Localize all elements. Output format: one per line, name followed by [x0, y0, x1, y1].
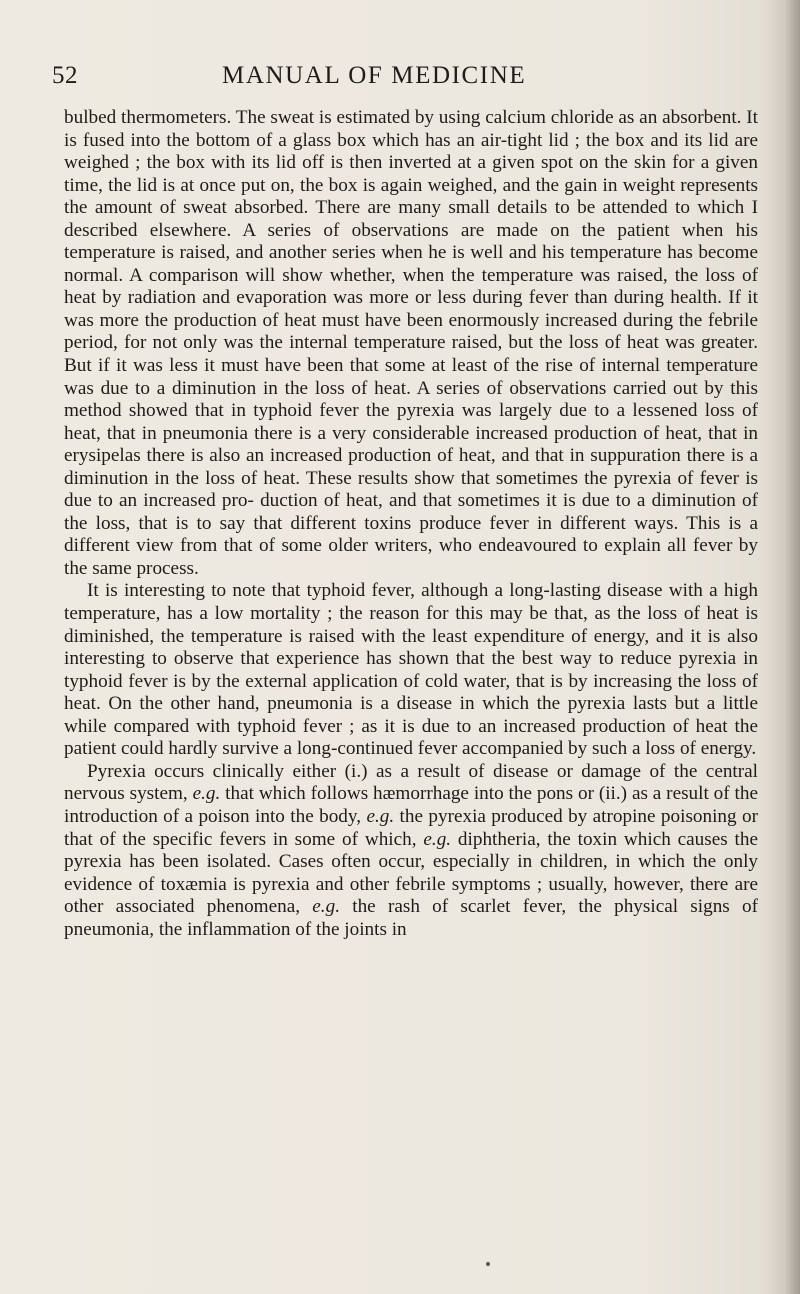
print-speck — [486, 1262, 490, 1266]
body-text — [64, 107, 758, 941]
page-number: 52 — [52, 62, 78, 89]
paragraph-pyrexia-causes: Pyrexia occurs clinically either (i.) as a result of disease or damage of the central nervous system, e.g. that which follows hæmorrhage into the pons or (ii.) as a result of the introduction of a poison into the body, e.g. the pyrexia produced by atropine poisoning or that of the specific fevers in some of which, e.g. diphtheria, the toxin which causes the pyrexia has been isolated. Cases often occur, especially in children, in which the only evidence of toxæmia is pyrexia and other febrile symptoms ; usually, however, there are other associated phenomena, e.g. the rash of scarlet fever, the physical signs of pneumonia, the inflammation of the joints in — [64, 760, 758, 940]
running-head — [52, 62, 752, 94]
running-title: MANUAL OF MEDICINE — [222, 62, 527, 89]
paragraph-typhoid-mortality: It is interesting to note that typhoid fever, although a long-lasting disease with a high temperature, has a low mortality ; the reason for this may be that, as the loss of heat is diminished, the temperature is raised with the least expenditure of energy, and it is also interesting to observe that experience has shown that the best way to reduce pyrexia in typhoid fever is by the external application of cold water, that is by increasing the loss of heat. On the other hand, pneumonia is a disease in which the pyrexia lasts but a little while compared with typhoid fever ; as it is due to an increased production of heat the patient could hardly survive a long-continued fever accompanied by such a loss of energy. — [64, 580, 758, 760]
paragraph-sweat-measurement: bulbed thermometers. The sweat is estimated by using calcium chloride as an absorbent. It is fused into the bottom of a glass box which has an air-tight lid ; the box and its lid are weighed ; the box with its lid off is then inverted at a given spot on the skin for a given time, the lid is at once put on, the box is again weighed, and the gain in weight represents the amount of sweat absorbed. There are many small details to be attended to which I described elsewhere. A series of observations are made on the patient when his temperature is raised, and another series when he is well and his temperature has become normal. A comparison will show whether, when the temperature was raised, the loss of heat by radiation and evaporation was more or less during fever than during health. If it was more the production of heat must have been enormously increased during the febrile period, for not only was the internal temperature raised, but the loss of heat was greater. But if it was less it must have been that some at least of the rise of internal temperature was due to a diminution in the loss of heat. A series of observations carried out by this method showed that in typhoid fever the pyrexia was largely due to a lessened loss of heat, that in pneumonia there is a very considerable increased production of heat, that in erysipelas there is also an increased production of heat, and that in suppuration there is a diminution in the loss of heat. These results show that sometimes the pyrexia of fever is due to an increased pro- duction of heat, and that sometimes it is due to a diminution of the loss, that is to say that different toxins produce fever in different ways. This is a different view from that of some older writers, who endeavoured to explain all fever by the same process. — [64, 107, 758, 579]
page-edge-shadow — [766, 0, 800, 1294]
